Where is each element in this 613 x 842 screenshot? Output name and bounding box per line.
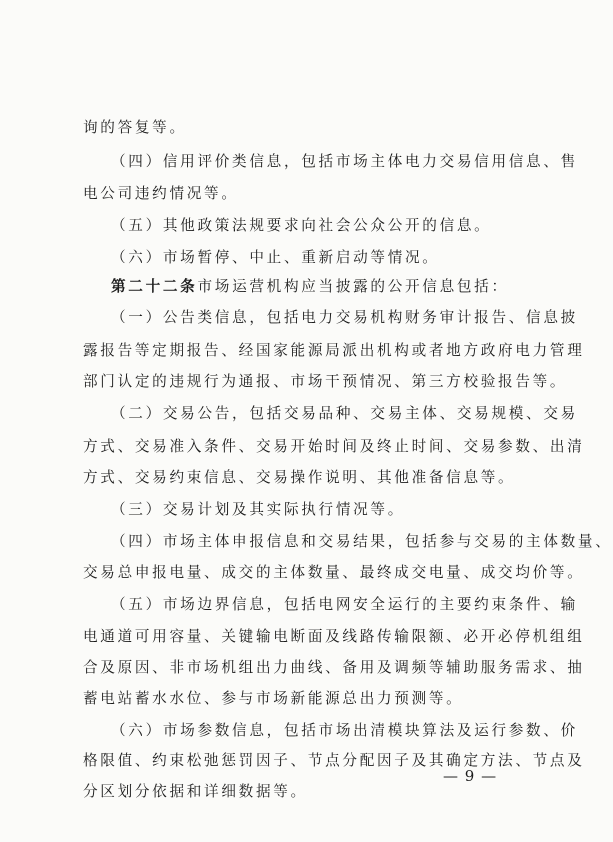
article-label: 第二十二条 — [111, 278, 198, 295]
text-line: （五）市场边界信息，包括电网安全运行的主要约束条件、输 — [111, 596, 578, 613]
text-line: 蓄电站蓄水水位、参与市场新能源总出力预测等。 — [83, 690, 464, 707]
article-text: 市场运营机构应当披露的公开信息包括： — [197, 278, 509, 295]
text-line: （四）市场主体申报信息和交易结果，包括参与交易的主体数量、 — [111, 533, 613, 550]
page-number: — 9 — — [443, 767, 498, 785]
text-line: （一）公告类信息，包括电力交易机构财务审计报告、信息披 — [111, 309, 578, 326]
text-line: 格限值、约束松弛惩罚因子、节点分配因子及其确定方法、节点及 — [83, 752, 585, 769]
text-line: 询的答复等。 — [83, 119, 187, 136]
text-line: 露报告等定期报告、经国家能源局派出机构或者地方政府电力管理 — [83, 342, 585, 359]
text-line: （四）信用评价类信息，包括市场主体电力交易信用信息、售 — [111, 153, 578, 170]
text-line: 部门认定的违规行为通报、市场干预情况、第三方校验报告等。 — [83, 373, 568, 390]
text-line: （二）交易公告，包括交易品种、交易主体、交易规模、交易 — [111, 405, 578, 422]
text-line: （六）市场暂停、中止、重新启动等情况。 — [111, 249, 440, 266]
text-line: （五）其他政策法规要求向社会公众公开的信息。 — [111, 217, 492, 234]
text-line: 电公司违约情况等。 — [83, 185, 239, 202]
text-line: 交易总申报电量、成交的主体数量、最终成交电量、成交均价等。 — [83, 564, 585, 581]
text-line: 方式、交易准入条件、交易开始时间及终止时间、交易参数、出清 — [83, 438, 585, 455]
text-line: 方式、交易约束信息、交易操作说明、其他准备信息等。 — [83, 469, 516, 486]
article-heading-line — [111, 272, 523, 302]
text-line: 分区划分依据和详细数据等。 — [83, 783, 308, 800]
text-line: 电通道可用容量、关键输电断面及线路传输限额、必开必停机组组 — [83, 628, 585, 645]
text-line: （三）交易计划及其实际执行情况等。 — [111, 501, 405, 518]
text-line: 合及原因、非市场机组出力曲线、备用及调频等辅助服务需求、抽 — [83, 659, 585, 676]
text-line: （六）市场参数信息，包括市场出清模块算法及运行参数、价 — [111, 722, 578, 739]
